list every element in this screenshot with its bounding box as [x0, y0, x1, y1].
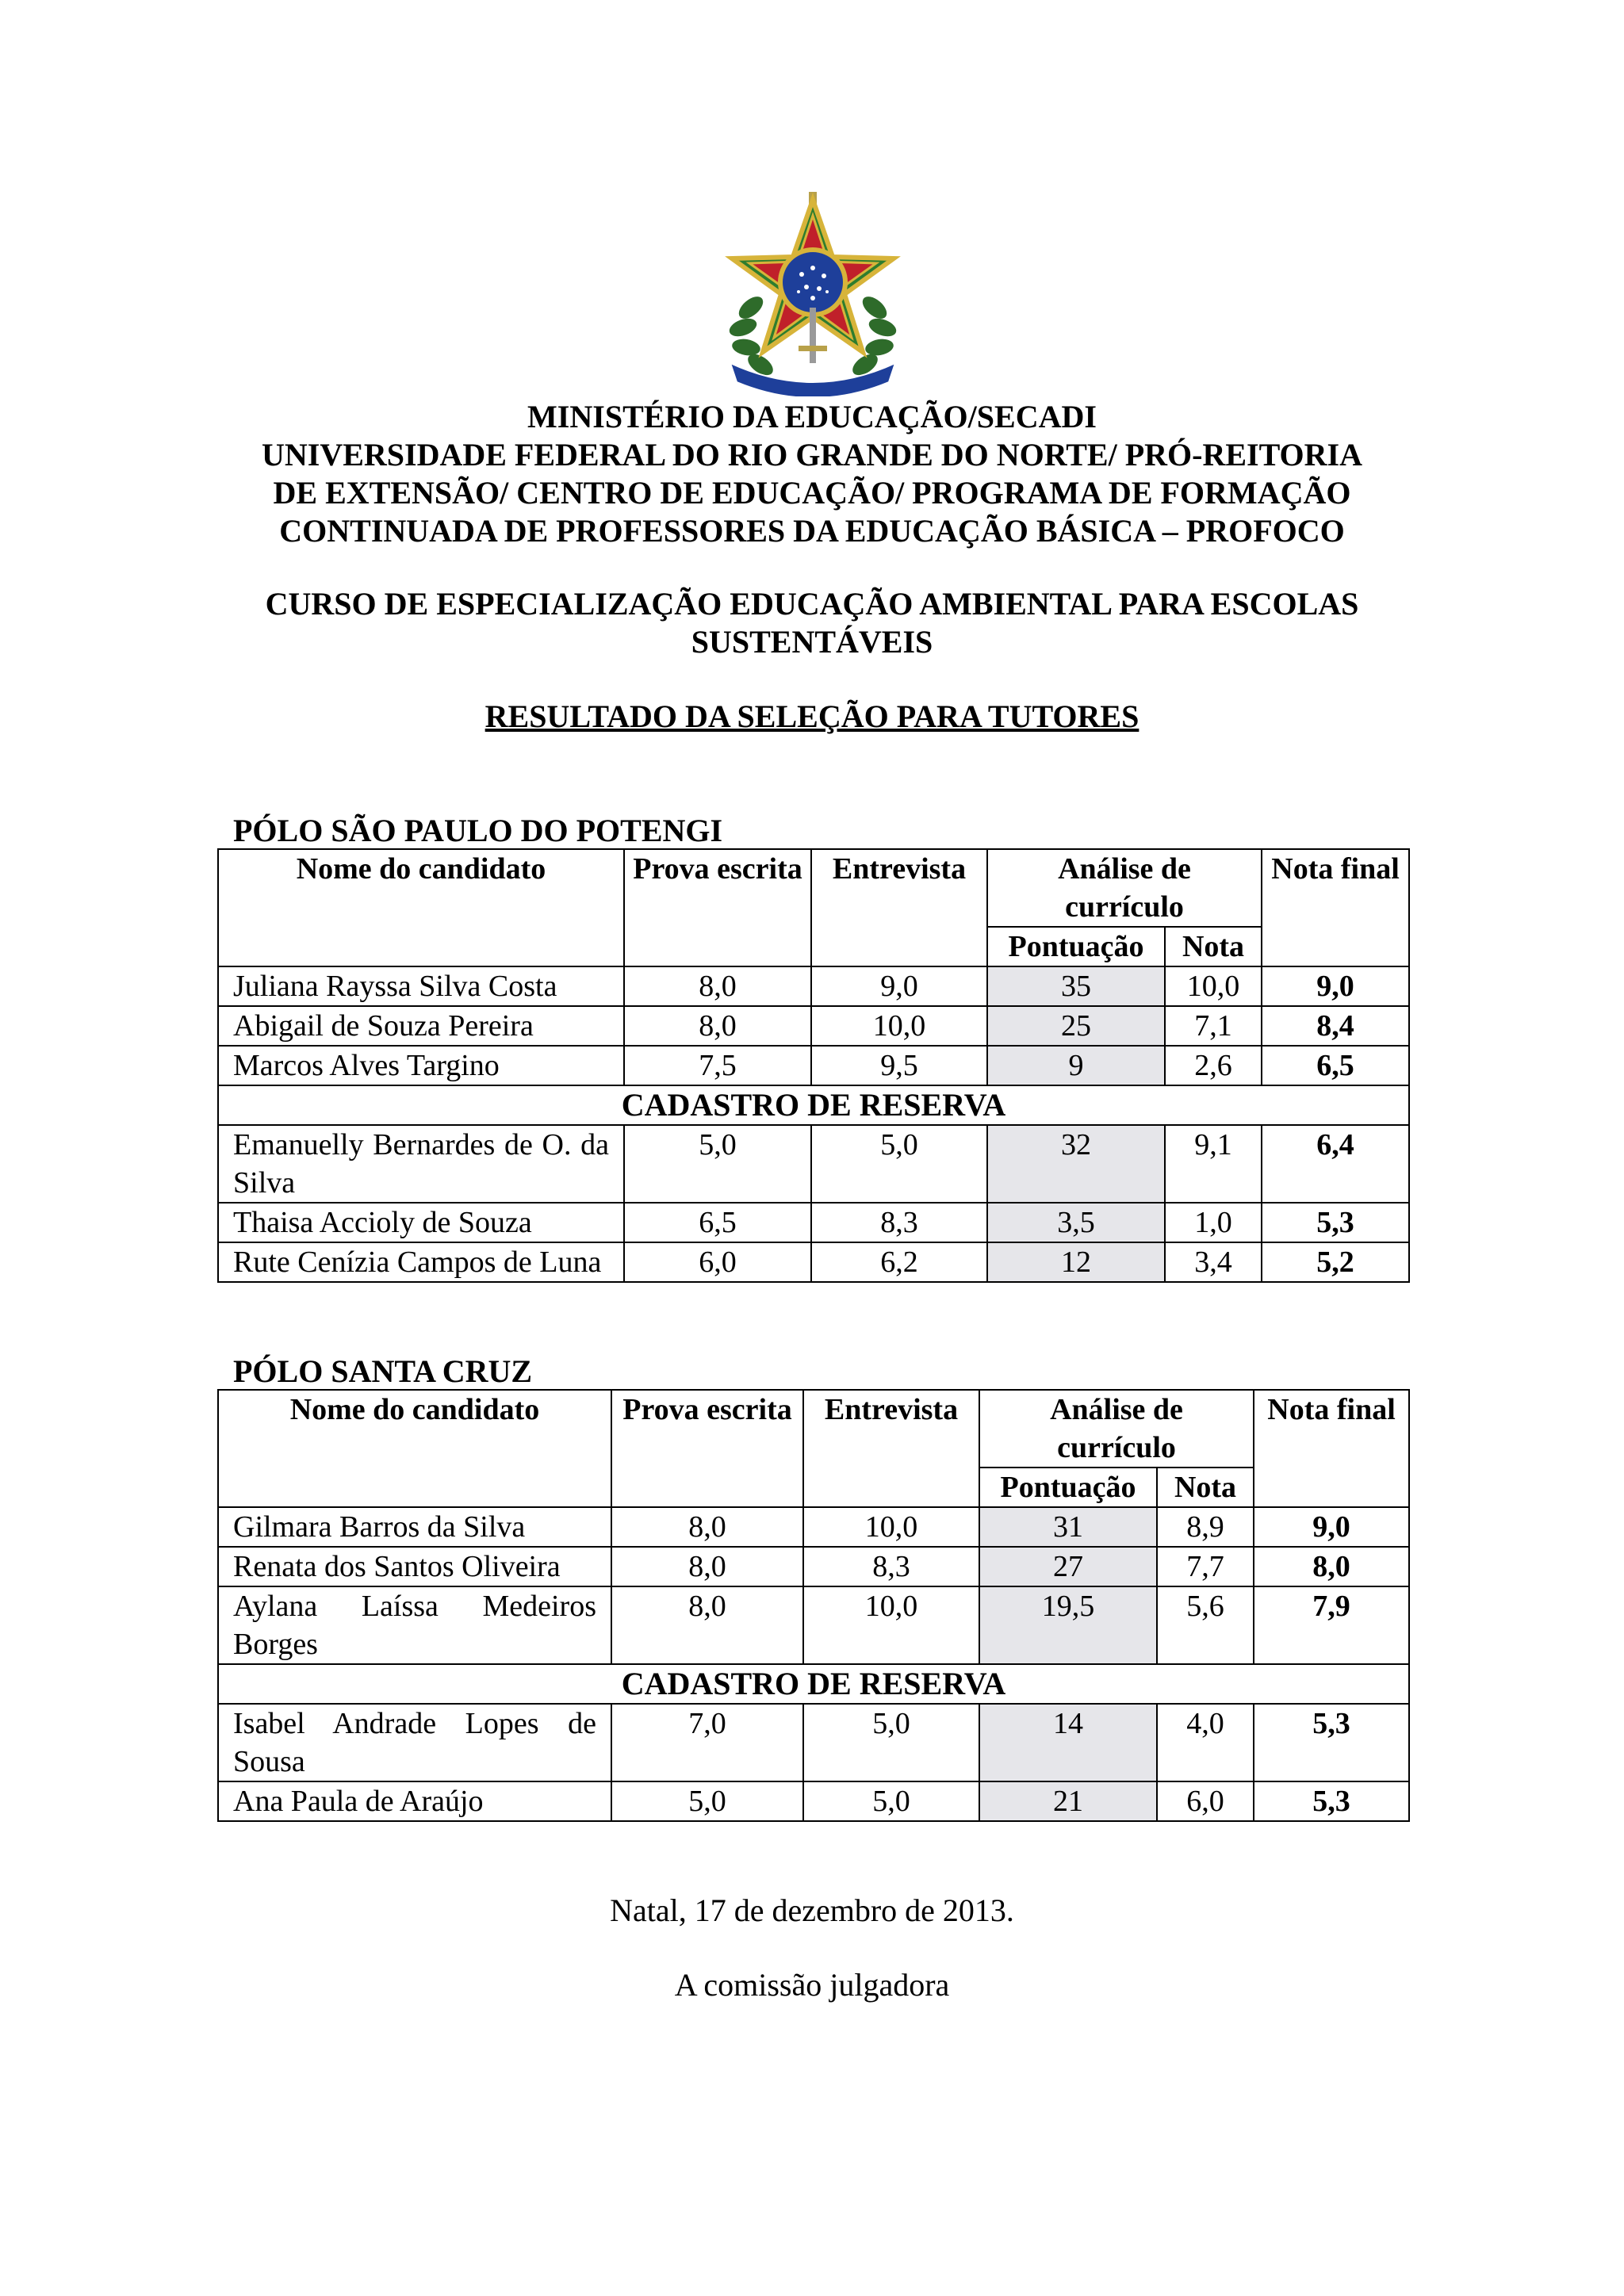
col-header-cv-grade: Nota	[1165, 927, 1262, 966]
institution-header	[159, 398, 1465, 550]
candidate-name: Gilmara Barros da Silva	[218, 1507, 611, 1547]
course-title	[159, 585, 1465, 661]
col-header-written: Prova escrita	[611, 1390, 803, 1507]
table-row	[218, 1242, 1409, 1282]
interview-grade: 5,0	[803, 1781, 979, 1821]
cv-grade: 3,4	[1165, 1242, 1262, 1282]
reserve-header-row	[218, 1664, 1409, 1704]
interview-grade: 8,3	[803, 1547, 979, 1586]
written-grade: 7,0	[611, 1704, 803, 1781]
reserve-header-row	[218, 1085, 1409, 1125]
interview-grade: 10,0	[811, 1006, 987, 1046]
final-grade: 5,3	[1262, 1203, 1409, 1242]
written-grade: 6,5	[624, 1203, 811, 1242]
written-grade: 8,0	[624, 966, 811, 1006]
cv-grade: 1,0	[1165, 1203, 1262, 1242]
cv-grade: 4,0	[1157, 1704, 1254, 1781]
table-header-row	[218, 849, 1409, 927]
col-header-interview: Entrevista	[811, 849, 987, 966]
result-title: RESULTADO DA SELEÇÃO PARA TUTORES	[485, 698, 1139, 734]
cv-score: 32	[987, 1125, 1165, 1203]
final-grade: 8,4	[1262, 1006, 1409, 1046]
cv-grade: 5,6	[1157, 1586, 1254, 1664]
table-row	[218, 1781, 1409, 1821]
reserve-label: CADASTRO DE RESERVA	[218, 1664, 1409, 1704]
cv-grade: 10,0	[1165, 966, 1262, 1006]
cv-score: 9	[987, 1046, 1165, 1085]
document-date: Natal, 17 de dezembro de 2013.	[610, 1892, 1014, 1928]
col-header-written: Prova escrita	[624, 849, 811, 966]
col-header-final: Nota final	[1262, 849, 1409, 966]
cv-score: 12	[987, 1242, 1165, 1282]
interview-grade: 10,0	[803, 1507, 979, 1547]
final-grade: 9,0	[1262, 966, 1409, 1006]
written-grade: 8,0	[624, 1006, 811, 1046]
written-grade: 6,0	[624, 1242, 811, 1282]
interview-grade: 5,0	[811, 1125, 987, 1203]
written-grade: 7,5	[624, 1046, 811, 1085]
table-row	[218, 1547, 1409, 1586]
table-row	[218, 1125, 1409, 1203]
interview-grade: 9,0	[811, 966, 987, 1006]
col-header-interview: Entrevista	[803, 1390, 979, 1507]
cv-grade: 7,1	[1165, 1006, 1262, 1046]
col-header-name: Nome do candidato	[218, 1390, 611, 1507]
written-grade: 5,0	[624, 1125, 811, 1203]
cv-score: 19,5	[979, 1586, 1157, 1664]
header-line: DE EXTENSÃO/ CENTRO DE EDUCAÇÃO/ PROGRAMA DE FORMAÇÃO	[273, 475, 1351, 511]
written-grade: 8,0	[611, 1586, 803, 1664]
written-grade: 8,0	[611, 1507, 803, 1547]
table-row	[218, 1203, 1409, 1242]
col-header-name: Nome do candidato	[218, 849, 624, 966]
pole-title: PÓLO SANTA CRUZ	[233, 1353, 533, 1389]
cv-grade: 6,0	[1157, 1781, 1254, 1821]
table-row	[218, 1704, 1409, 1781]
final-grade: 5,2	[1262, 1242, 1409, 1282]
brazil-coat-of-arms-icon	[719, 189, 906, 396]
table-row	[218, 1507, 1409, 1547]
course-title-line: CURSO DE ESPECIALIZAÇÃO EDUCAÇÃO AMBIENTAL PARA ESCOLAS	[265, 586, 1359, 622]
candidate-name: Emanuelly Bernardes de O. da Silva	[218, 1125, 624, 1203]
header-line: CONTINUADA DE PROFESSORES DA EDUCAÇÃO BÁSICA – PROFOCO	[279, 513, 1345, 549]
cv-grade: 7,7	[1157, 1547, 1254, 1586]
cv-score: 35	[987, 966, 1165, 1006]
table-header-row	[218, 1390, 1409, 1468]
col-header-cv-grade: Nota	[1157, 1468, 1254, 1507]
col-header-cv: Análise de currículo	[987, 849, 1262, 927]
table-row	[218, 1046, 1409, 1085]
signature-line: A comissão julgadora	[674, 1967, 950, 2003]
candidate-name: Aylana Laíssa Medeiros Borges	[218, 1586, 611, 1664]
col-header-cv-score: Pontuação	[979, 1468, 1157, 1507]
final-grade: 5,3	[1254, 1781, 1409, 1821]
written-grade: 5,0	[611, 1781, 803, 1821]
table-row	[218, 966, 1409, 1006]
cv-grade: 9,1	[1165, 1125, 1262, 1203]
results-table	[217, 848, 1410, 1283]
candidate-name: Isabel Andrade Lopes de Sousa	[218, 1704, 611, 1781]
candidate-name: Renata dos Santos Oliveira	[218, 1547, 611, 1586]
interview-grade: 8,3	[811, 1203, 987, 1242]
interview-grade: 6,2	[811, 1242, 987, 1282]
cv-grade: 8,9	[1157, 1507, 1254, 1547]
cv-grade: 2,6	[1165, 1046, 1262, 1085]
candidate-name: Marcos Alves Targino	[218, 1046, 624, 1085]
interview-grade: 5,0	[803, 1704, 979, 1781]
candidate-name: Abigail de Souza Pereira	[218, 1006, 624, 1046]
final-grade: 6,5	[1262, 1046, 1409, 1085]
table-row	[218, 1586, 1409, 1664]
final-grade: 9,0	[1254, 1507, 1409, 1547]
final-grade: 7,9	[1254, 1586, 1409, 1664]
cv-score: 27	[979, 1547, 1157, 1586]
col-header-cv-score: Pontuação	[987, 927, 1165, 966]
cv-score: 3,5	[987, 1203, 1165, 1242]
final-grade: 5,3	[1254, 1704, 1409, 1781]
col-header-final: Nota final	[1254, 1390, 1409, 1507]
written-grade: 8,0	[611, 1547, 803, 1586]
cv-score: 31	[979, 1507, 1157, 1547]
interview-grade: 10,0	[803, 1586, 979, 1664]
cv-score: 21	[979, 1781, 1157, 1821]
candidate-name: Thaisa Accioly de Souza	[218, 1203, 624, 1242]
candidate-name: Ana Paula de Araújo	[218, 1781, 611, 1821]
final-grade: 8,0	[1254, 1547, 1409, 1586]
header-line: UNIVERSIDADE FEDERAL DO RIO GRANDE DO NORTE/ PRÓ-REITORIA	[261, 437, 1363, 473]
candidate-name: Rute Cenízia Campos de Luna	[218, 1242, 624, 1282]
table-row	[218, 1006, 1409, 1046]
course-title-line: SUSTENTÁVEIS	[691, 624, 933, 660]
interview-grade: 9,5	[811, 1046, 987, 1085]
candidate-name: Juliana Rayssa Silva Costa	[218, 966, 624, 1006]
results-table	[217, 1389, 1410, 1822]
reserve-label: CADASTRO DE RESERVA	[218, 1085, 1409, 1125]
cv-score: 25	[987, 1006, 1165, 1046]
pole-title: PÓLO SÃO PAULO DO POTENGI	[233, 813, 723, 848]
final-grade: 6,4	[1262, 1125, 1409, 1203]
col-header-cv: Análise de currículo	[979, 1390, 1254, 1468]
header-line: MINISTÉRIO DA EDUCAÇÃO/SECADI	[527, 399, 1097, 434]
cv-score: 14	[979, 1704, 1157, 1781]
